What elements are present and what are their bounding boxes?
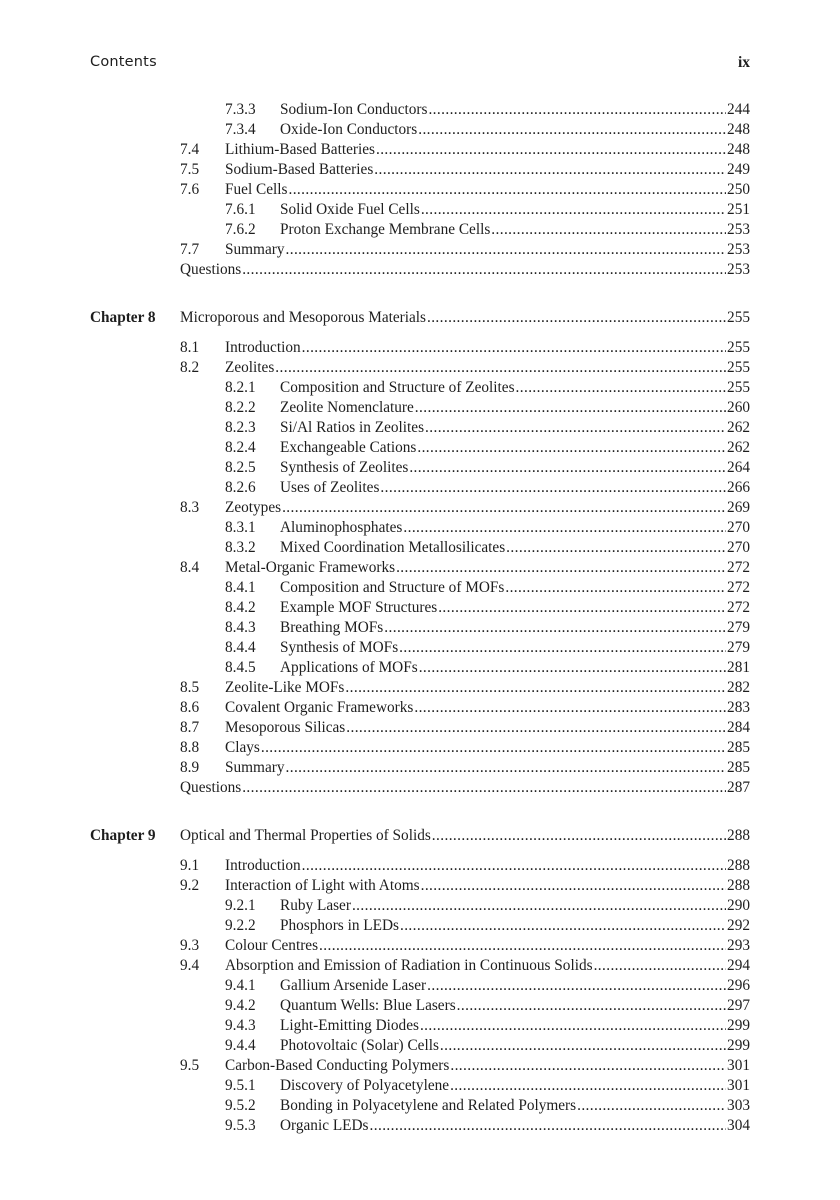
page-number: ix [737, 54, 750, 71]
entry-title: Clays [225, 739, 260, 756]
toc-entry[interactable] [90, 478, 750, 498]
toc-chapter-entry[interactable] [90, 826, 750, 846]
toc-entry[interactable] [90, 180, 750, 200]
entry-title: Metal-Organic Frameworks [225, 559, 396, 576]
entry-title: Synthesis of MOFs [280, 639, 399, 656]
toc-entry[interactable] [90, 856, 750, 876]
page-ref: 253 [727, 241, 750, 258]
entry-title: Solid Oxide Fuel Cells [280, 201, 420, 218]
section-number: 9.4.4 [225, 1037, 256, 1054]
page-ref: 285 [727, 739, 750, 756]
section-number: 8.8 [180, 739, 200, 756]
section-number: 8.2.2 [225, 399, 256, 416]
section-number: 8.4.5 [225, 659, 256, 676]
section-number: 9.2.2 [225, 917, 256, 934]
page-ref: 249 [727, 161, 750, 178]
page-ref: 281 [727, 659, 750, 676]
dot-leader [396, 558, 726, 578]
toc-entry[interactable] [90, 618, 750, 638]
dot-leader [428, 100, 726, 120]
section-number: 8.2.1 [225, 379, 256, 396]
dot-leader [319, 936, 726, 956]
entry-title: Applications of MOFs [280, 659, 418, 676]
toc-entry[interactable] [90, 418, 750, 438]
entry-title: Oxide-Ion Conductors [280, 121, 418, 138]
toc-entry[interactable] [90, 260, 750, 280]
dot-leader [577, 1096, 726, 1116]
dot-leader [286, 240, 727, 260]
page-ref: 282 [727, 679, 750, 696]
entry-title: Ruby Laser [280, 897, 351, 914]
entry-title: Carbon-Based Conducting Polymers [225, 1057, 450, 1074]
section-number: 9.1 [180, 857, 200, 874]
dot-leader [594, 956, 726, 976]
entry-title: Microporous and Mesoporous Materials [180, 309, 426, 326]
dot-leader [516, 378, 727, 398]
page-ref: 299 [727, 1017, 750, 1034]
entry-title: Light-Emitting Diodes [280, 1017, 419, 1034]
page-ref: 270 [727, 539, 750, 556]
toc-entry[interactable] [90, 638, 750, 658]
toc-entry[interactable] [90, 996, 750, 1016]
page-ref: 255 [727, 359, 750, 376]
entry-title: Lithium-Based Batteries [225, 141, 375, 158]
section-number: 7.5 [180, 161, 200, 178]
entry-title: Mixed Coordination Metallosilicates [280, 539, 506, 556]
section-number: 7.6.1 [225, 201, 256, 218]
section-number: 9.5 [180, 1057, 200, 1074]
dot-leader [288, 180, 726, 200]
dot-leader [376, 140, 726, 160]
section-number: 7.3.4 [225, 121, 256, 138]
entry-title: Proton Exchange Membrane Cells [280, 221, 491, 238]
dot-leader [370, 1116, 727, 1136]
section-number: 8.3 [180, 499, 200, 516]
entry-title: Uses of Zeolites [280, 479, 380, 496]
entry-title: Sodium-Ion Conductors [280, 101, 428, 118]
toc-entry[interactable] [90, 160, 750, 180]
page-ref: 301 [727, 1057, 750, 1074]
section-number: 8.4.3 [225, 619, 256, 636]
page-ref: 288 [727, 857, 750, 874]
page-ref: 272 [727, 599, 750, 616]
toc-entry[interactable] [90, 1076, 750, 1096]
toc-entry[interactable] [90, 358, 750, 378]
dot-leader [415, 398, 726, 418]
page-ref: 284 [727, 719, 750, 736]
section-number: 9.2 [180, 877, 200, 894]
section-number: 9.5.3 [225, 1117, 256, 1134]
toc-entry[interactable] [90, 698, 750, 718]
section-number: 9.2.1 [225, 897, 256, 914]
page-ref: 255 [727, 379, 750, 396]
section-number: 8.4.2 [225, 599, 256, 616]
dot-leader [450, 1056, 726, 1076]
toc-entry[interactable] [90, 896, 750, 916]
dot-leader [505, 578, 726, 598]
toc-entry[interactable] [90, 378, 750, 398]
section-number: 7.3.3 [225, 101, 256, 118]
page-ref: 296 [727, 977, 750, 994]
dot-leader [420, 1016, 726, 1036]
entry-title: Zeolites [225, 359, 275, 376]
toc-entry[interactable] [90, 120, 750, 140]
toc-entry[interactable] [90, 1056, 750, 1076]
section-number: 9.4.1 [225, 977, 256, 994]
toc-entry[interactable] [90, 578, 750, 598]
toc-entry[interactable] [90, 718, 750, 738]
entry-title: Composition and Structure of MOFs [280, 579, 505, 596]
toc-entry[interactable] [90, 876, 750, 896]
page-ref: 279 [727, 639, 750, 656]
section-number: 9.5.1 [225, 1077, 256, 1094]
page-ref: 266 [727, 479, 750, 496]
dot-leader [425, 418, 726, 438]
page-ref: 255 [727, 309, 750, 326]
entry-title: Questions [180, 779, 242, 796]
section-number: 8.4 [180, 559, 200, 576]
dot-leader [384, 618, 726, 638]
page-ref: 297 [727, 997, 750, 1014]
section-number: 8.6 [180, 699, 200, 716]
entry-title: Sodium-Based Batteries [225, 161, 374, 178]
page-ref: 285 [727, 759, 750, 776]
entry-title: Breathing MOFs [280, 619, 384, 636]
toc-entry[interactable] [90, 1016, 750, 1036]
section-number: 8.2 [180, 359, 200, 376]
toc-entry[interactable] [90, 738, 750, 758]
toc-entry[interactable] [90, 558, 750, 578]
dot-leader [286, 758, 727, 778]
page-ref: 272 [727, 579, 750, 596]
section-number: 8.3.2 [225, 539, 256, 556]
page-ref: 262 [727, 419, 750, 436]
entry-title: Introduction [225, 857, 301, 874]
toc-entry[interactable] [90, 1116, 750, 1136]
entry-title: Organic LEDs [280, 1117, 369, 1134]
section-number: 8.4.4 [225, 639, 256, 656]
section-number: 8.9 [180, 759, 200, 776]
page-ref: 272 [727, 559, 750, 576]
section-number: 9.4.2 [225, 997, 256, 1014]
section-number: 9.3 [180, 937, 200, 954]
dot-leader [242, 260, 726, 280]
dot-leader [418, 120, 726, 140]
page-ref: 253 [727, 221, 750, 238]
toc-entry[interactable] [90, 438, 750, 458]
page-ref: 301 [727, 1077, 750, 1094]
dot-leader [506, 538, 726, 558]
toc-entry[interactable] [90, 240, 750, 260]
section-number: 9.4.3 [225, 1017, 256, 1034]
toc-entry[interactable] [90, 976, 750, 996]
toc-entry[interactable] [90, 658, 750, 678]
section-number: 8.4.1 [225, 579, 256, 596]
entry-title: Phosphors in LEDs [280, 917, 399, 934]
toc-chapter-entry[interactable] [90, 308, 750, 328]
page-ref: 287 [727, 779, 750, 796]
entry-title: Absorption and Emission of Radiation in Continuous Solids [225, 957, 593, 974]
dot-leader [352, 896, 726, 916]
entry-title: Si/Al Ratios in Zeolites [280, 419, 425, 436]
section-number: 9.4 [180, 957, 200, 974]
toc-entry[interactable] [90, 778, 750, 798]
dot-leader [380, 478, 726, 498]
section-number: 8.3.1 [225, 519, 256, 536]
page-ref: 290 [727, 897, 750, 914]
dot-leader [419, 658, 726, 678]
dot-leader [345, 678, 726, 698]
dot-leader [414, 698, 726, 718]
page-ref: 299 [727, 1037, 750, 1054]
toc-entry[interactable] [90, 1036, 750, 1056]
entry-title: Discovery of Polyacetylene [280, 1077, 450, 1094]
dot-leader [427, 976, 726, 996]
dot-leader [432, 826, 726, 846]
dot-leader [399, 638, 726, 658]
entry-title: Aluminophosphates [280, 519, 403, 536]
page-ref: 248 [727, 121, 750, 138]
page-ref: 248 [727, 141, 750, 158]
dot-leader [421, 876, 726, 896]
dot-leader [427, 308, 726, 328]
entry-title: Zeolite Nomenclature [280, 399, 414, 416]
chapter-label: Chapter 8 [90, 309, 156, 326]
page-ref: 251 [727, 201, 750, 218]
dot-leader [261, 738, 726, 758]
dot-leader [346, 718, 726, 738]
toc-entry[interactable] [90, 100, 750, 120]
page-ref: 244 [727, 101, 750, 118]
dot-leader [438, 598, 726, 618]
running-header [90, 54, 750, 76]
chapter-label: Chapter 9 [90, 827, 156, 844]
page-ref: 260 [727, 399, 750, 416]
toc-entry[interactable] [90, 598, 750, 618]
dot-leader [302, 338, 726, 358]
entry-title: Gallium Arsenide Laser [280, 977, 427, 994]
dot-leader [450, 1076, 726, 1096]
section-number: 7.7 [180, 241, 200, 258]
dot-leader [374, 160, 726, 180]
page-ref: 253 [727, 261, 750, 278]
dot-leader [440, 1036, 726, 1056]
page-ref: 279 [727, 619, 750, 636]
entry-title: Synthesis of Zeolites [280, 459, 409, 476]
page-ref: 288 [727, 827, 750, 844]
toc-entry[interactable] [90, 936, 750, 956]
dot-leader [275, 358, 726, 378]
toc-entry[interactable] [90, 678, 750, 698]
toc-entry[interactable] [90, 758, 750, 778]
entry-title: Questions [180, 261, 242, 278]
section-number: 8.5 [180, 679, 200, 696]
toc-entry[interactable] [90, 538, 750, 558]
page-ref: 262 [727, 439, 750, 456]
page-ref: 250 [727, 181, 750, 198]
toc-entry[interactable] [90, 200, 750, 220]
page-ref: 292 [727, 917, 750, 934]
toc-entry[interactable] [90, 518, 750, 538]
page-ref: 294 [727, 957, 750, 974]
toc-entry[interactable] [90, 338, 750, 358]
section-number: 8.1 [180, 339, 200, 356]
section-number: 7.6.2 [225, 221, 256, 238]
dot-leader [491, 220, 726, 240]
section-number: 7.6 [180, 181, 200, 198]
toc-entry[interactable] [90, 916, 750, 936]
entry-title: Mesoporous Silicas [225, 719, 346, 736]
entry-title: Zeolite-Like MOFs [225, 679, 345, 696]
entry-title: Fuel Cells [225, 181, 288, 198]
entry-title: Zeotypes [225, 499, 282, 516]
page-ref: 264 [727, 459, 750, 476]
section-number: 8.7 [180, 719, 200, 736]
page-ref: 270 [727, 519, 750, 536]
dot-leader [421, 200, 726, 220]
entry-title: Introduction [225, 339, 301, 356]
section-number: 9.5.2 [225, 1097, 256, 1114]
page-ref: 304 [727, 1117, 750, 1134]
toc-entry[interactable] [90, 220, 750, 240]
entry-title: Interaction of Light with Atoms [225, 877, 420, 894]
toc-entry[interactable] [90, 140, 750, 160]
page-ref: 293 [727, 937, 750, 954]
toc-entry[interactable] [90, 458, 750, 478]
entry-title: Exchangeable Cations [280, 439, 417, 456]
section-number: 8.2.4 [225, 439, 256, 456]
section-number: 8.2.5 [225, 459, 256, 476]
page-ref: 303 [727, 1097, 750, 1114]
entry-title: Quantum Wells: Blue Lasers [280, 997, 456, 1014]
toc-entry[interactable] [90, 956, 750, 976]
entry-title: Photovoltaic (Solar) Cells [280, 1037, 439, 1054]
entry-title: Bonding in Polyacetylene and Related Polymers [280, 1097, 577, 1114]
dot-leader [282, 498, 726, 518]
running-title: Contents [90, 54, 157, 70]
toc-entry[interactable] [90, 1096, 750, 1116]
entry-title: Composition and Structure of Zeolites [280, 379, 515, 396]
entry-title: Example MOF Structures [280, 599, 438, 616]
dot-leader [403, 518, 726, 538]
dot-leader [302, 856, 726, 876]
dot-leader [242, 778, 726, 798]
entry-title: Summary [225, 241, 285, 258]
page-ref: 288 [727, 877, 750, 894]
entry-title: Colour Centres [225, 937, 319, 954]
dot-leader [457, 996, 726, 1016]
page-ref: 269 [727, 499, 750, 516]
dot-leader [409, 458, 726, 478]
section-number: 8.2.3 [225, 419, 256, 436]
page-ref: 255 [727, 339, 750, 356]
entry-title: Summary [225, 759, 285, 776]
toc-entry[interactable] [90, 398, 750, 418]
toc-entry[interactable] [90, 498, 750, 518]
dot-leader [400, 916, 726, 936]
dot-leader [417, 438, 726, 458]
entry-title: Optical and Thermal Properties of Solids [180, 827, 431, 844]
entry-title: Covalent Organic Frameworks [225, 699, 414, 716]
section-number: 8.2.6 [225, 479, 256, 496]
section-number: 7.4 [180, 141, 200, 158]
page-ref: 283 [727, 699, 750, 716]
